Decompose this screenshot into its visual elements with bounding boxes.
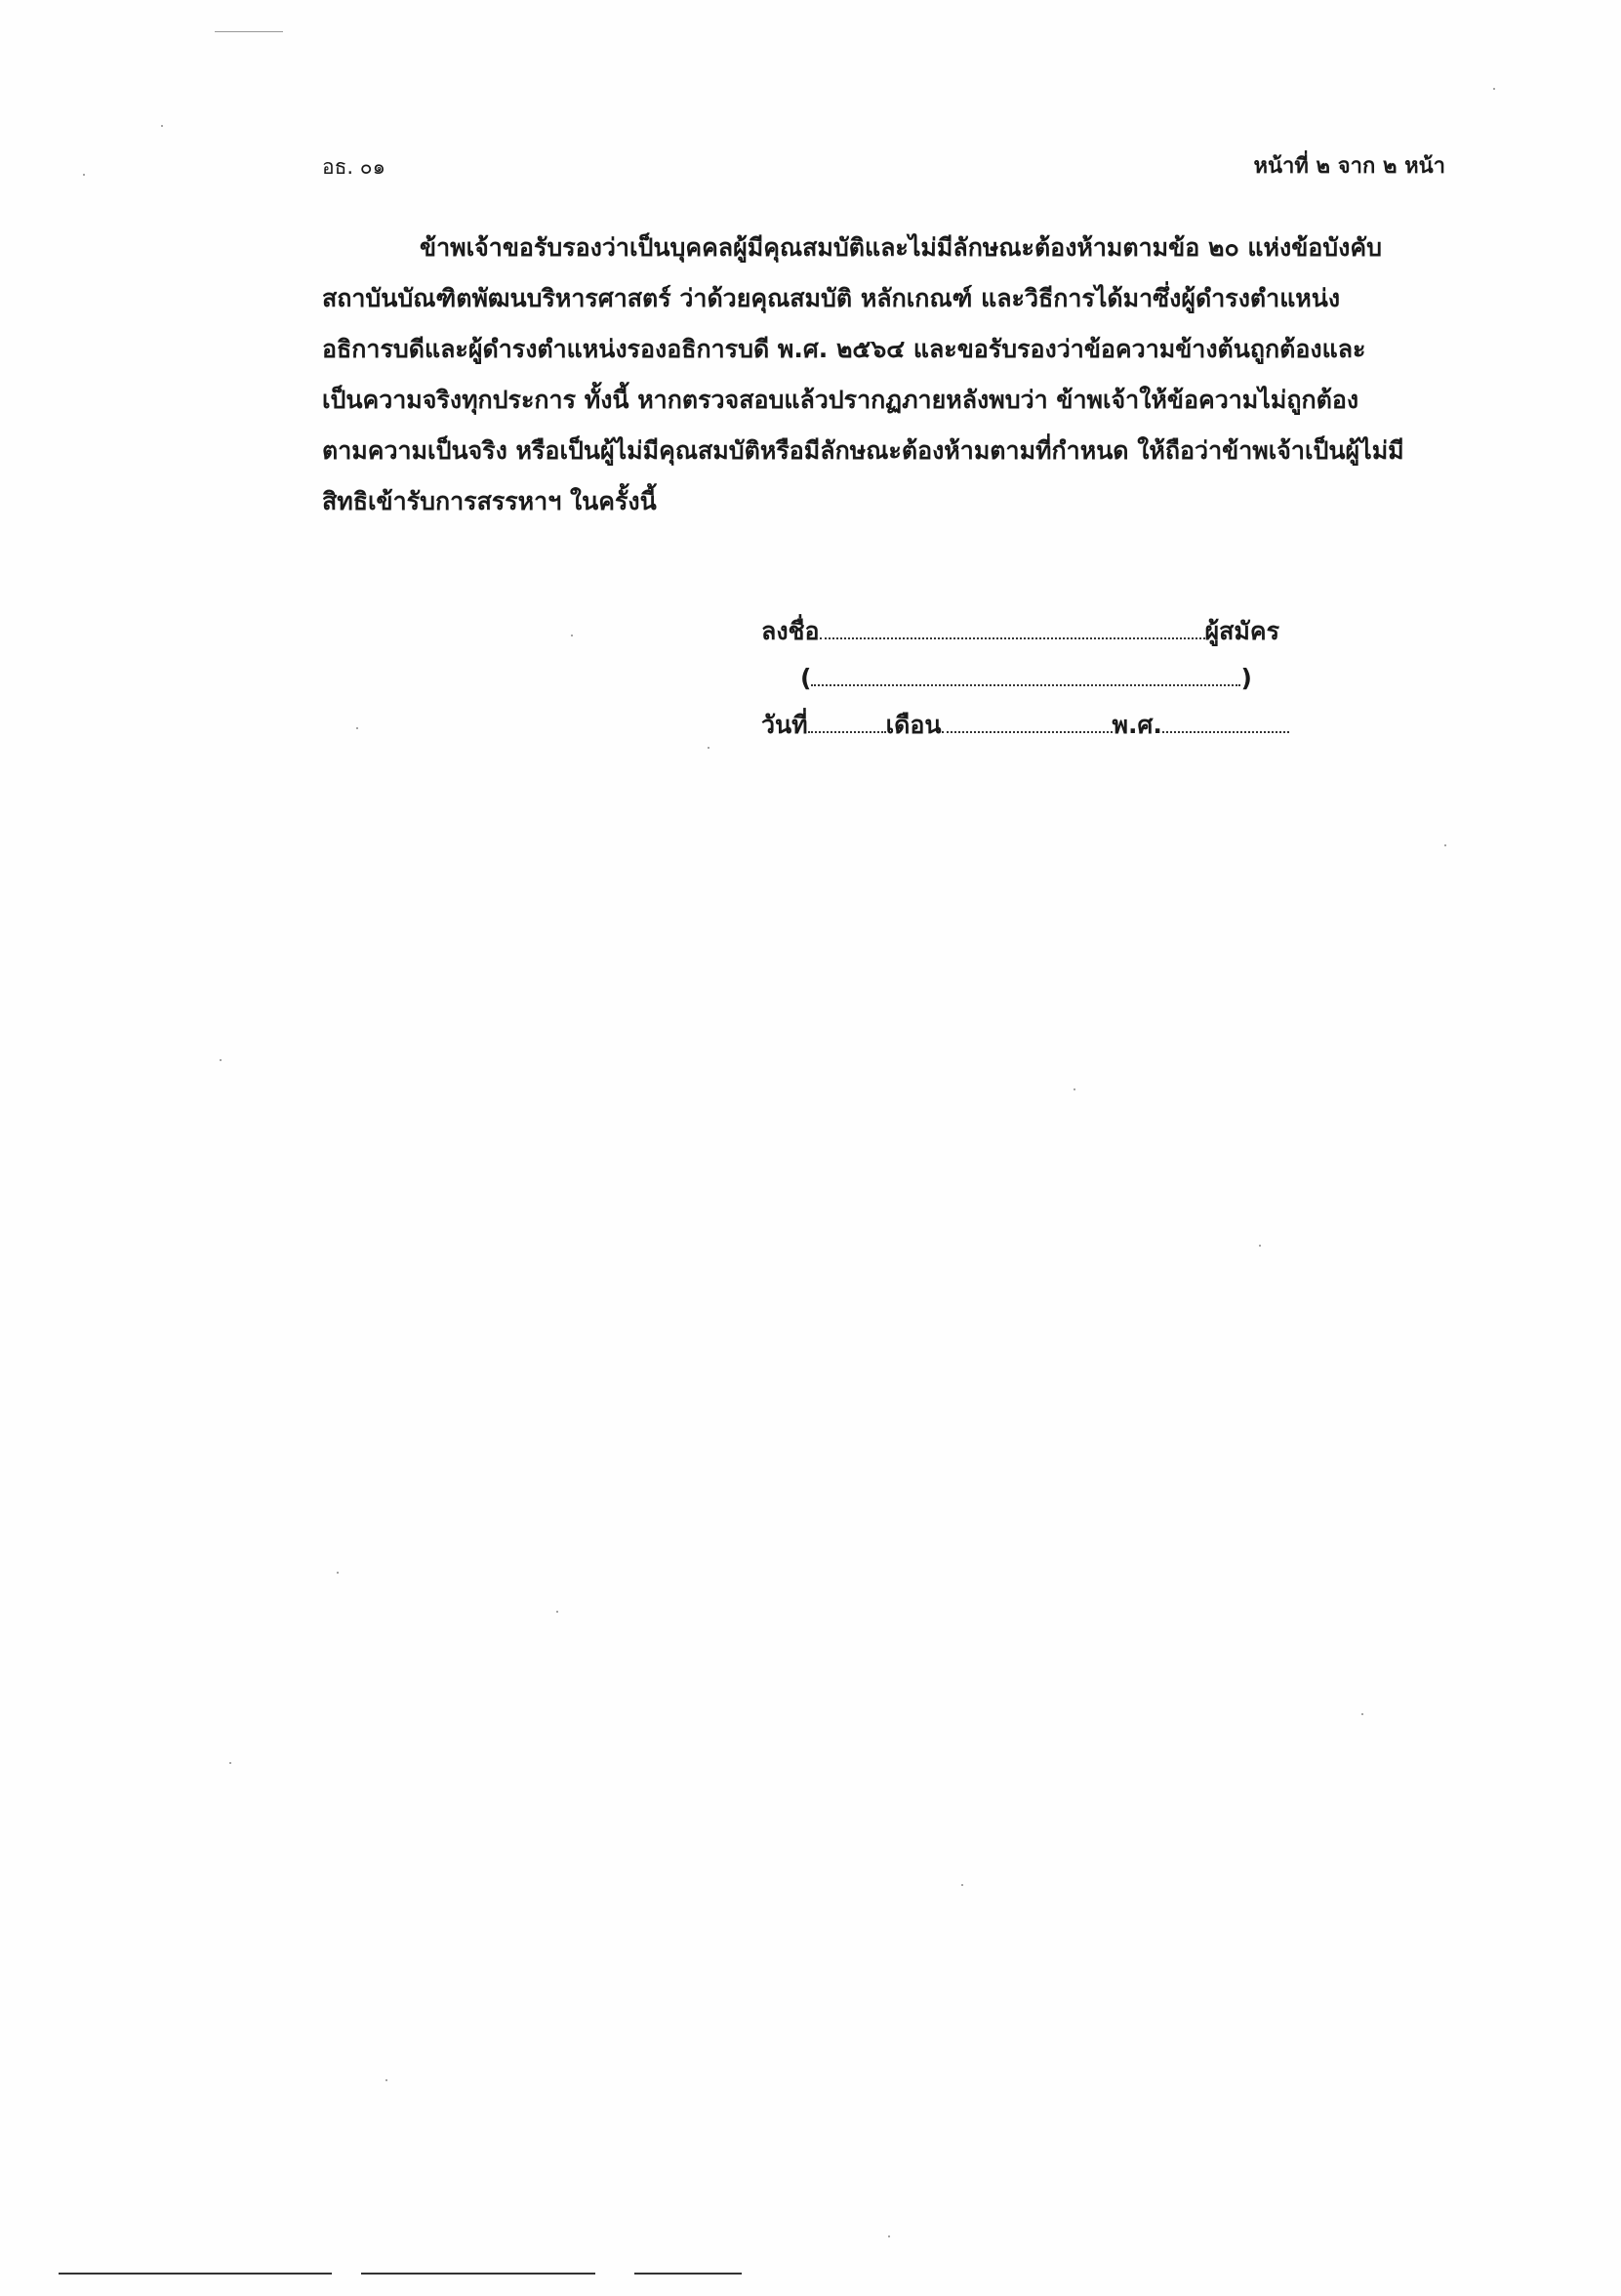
scan-artifact-line	[59, 2273, 332, 2275]
scan-speck	[1361, 1713, 1363, 1715]
paragraph-line: สถาบันบัณฑิตพัฒนบริหารศาสตร์ ว่าด้วยคุณสมบัติ หลักเกณฑ์ และวิธีการได้มาซึ่งผู้ดำรงตำแหน่ง	[322, 284, 1341, 312]
scan-speck	[229, 1762, 231, 1764]
scan-speck	[337, 1572, 339, 1574]
month-field[interactable]	[942, 704, 1113, 733]
date-row	[761, 704, 1308, 751]
scan-artifact-line	[361, 2273, 595, 2275]
scan-speck	[83, 174, 85, 176]
scan-speck	[1074, 1088, 1075, 1090]
name-row	[761, 657, 1308, 704]
year-field[interactable]	[1162, 704, 1289, 733]
year-label: พ.ศ.	[1112, 711, 1162, 739]
scan-speck	[356, 727, 358, 729]
sign-label: ลงชื่อ	[761, 617, 820, 645]
form-code: อธ. ๐๑	[322, 155, 385, 179]
scan-speck	[571, 635, 573, 636]
paragraph-line: อธิการบดีและผู้ดำรงตำแหน่งรองอธิการบดี พ.ศ. ๒๕๖๔ และขอรับรองว่าข้อความข้างต้นถูกต้องและ	[322, 335, 1366, 363]
paragraph-line: ตามความเป็นจริง หรือเป็นผู้ไม่มีคุณสมบัติหรือมีลักษณะต้องห้ามตามที่กำหนด ให้ถือว่าข้าพเจ้าเป็นผู้ไม่มี	[322, 436, 1404, 465]
scan-speck	[1493, 88, 1495, 90]
scan-speck	[1259, 1245, 1261, 1247]
scan-speck	[385, 2079, 387, 2081]
scan-speck	[961, 1884, 963, 1886]
scan-speck	[1444, 844, 1446, 846]
scan-speck	[220, 1059, 222, 1061]
close-paren: )	[1240, 664, 1252, 692]
open-paren: (	[800, 664, 812, 692]
scan-speck	[161, 125, 163, 127]
paragraph-line: สิทธิเข้ารับการสรรหาฯ ในครั้งนี้	[322, 487, 657, 515]
scan-speck	[556, 1611, 558, 1613]
scan-artifact-line	[634, 2273, 742, 2275]
signature-row	[761, 610, 1308, 657]
applicant-label: ผู้สมัคร	[1204, 617, 1280, 645]
signature-block	[761, 610, 1308, 751]
day-label: วันที่	[761, 711, 808, 739]
scan-artifact-line	[215, 31, 283, 32]
printed-name-field[interactable]	[811, 657, 1240, 686]
paragraph-line: เป็นความจริงทุกประการ ทั้งนี้ หากตรวจสอบแล้วปรากฏภายหลังพบว่า ข้าพเจ้าให้ข้อความไม่ถูกต้อง	[322, 386, 1359, 414]
day-field[interactable]	[808, 704, 886, 733]
signature-field[interactable]	[820, 610, 1205, 639]
page-number: หน้าที่ ๒ จาก ๒ หน้า	[1253, 154, 1445, 179]
paragraph-line: ข้าพเจ้าขอรับรองว่าเป็นบุคคลผู้มีคุณสมบัติและไม่มีลักษณะต้องห้ามตามข้อ ๒๐ แห่งข้อบังคับ	[420, 233, 1382, 262]
scan-speck	[708, 747, 709, 749]
scan-speck	[888, 2235, 890, 2237]
month-label: เดือน	[885, 711, 942, 739]
declaration-paragraph	[322, 223, 1420, 527]
